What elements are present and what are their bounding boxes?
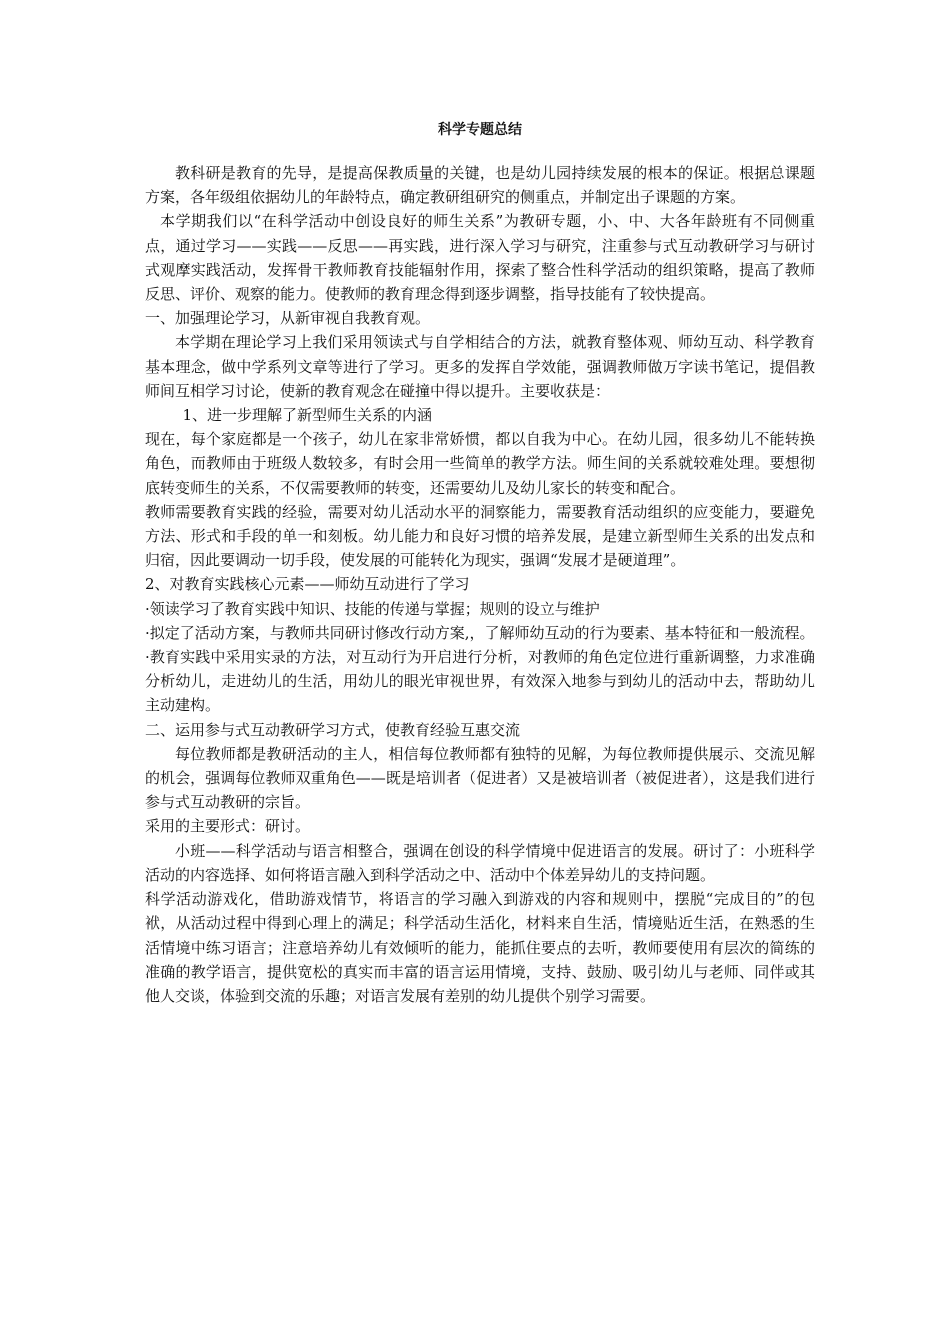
document-page [145, 118, 815, 1008]
paragraph-theory-study: 本学期在理论学习上我们采用领读式与自学相结合的方法，就教育整体观、师幼互动、科学教育基本理念，做中学系列文章等进行了学习。更多的发挥自学效能，强调教师做万字读书笔记，提倡教师间互相学习讨论，使新的教育观念在碰撞中得以提升。主要收获是： [145, 333, 815, 400]
bullet-item-3: ·教育实践中采用实录的方法，对互动行为开启进行分析，对教师的角色定位进行重新调整，力求准确分析幼儿，走进幼儿的生活，用幼儿的眼光审视世界，有效深入地参与到幼儿的活动中去，帮助幼儿主动建构。 [145, 648, 815, 715]
paragraph-main-form: 采用的主要形式：研讨。 [145, 817, 311, 836]
document-title: 科学专题总结 [438, 122, 522, 138]
paragraph-small-class: 小班——科学活动与语言相整合，强调在创设的科学情境中促进语言的发展。研讨了：小班科学活动的内容选择、如何将语言融入到科学活动之中、活动中个体差异幼儿的支持问题。 [145, 841, 815, 884]
subheading-1: 1、进一步理解了新型师生关系的内涵 [182, 406, 433, 425]
paragraph-gamification: 科学活动游戏化，借助游戏情节，将语言的学习融入到游戏的内容和规则中，摆脱“完成目的”的包袱，从活动过程中得到心理上的满足；科学活动生活化，材料来自生活，情境贴近生活，在熟悉的生活情境中练习语言；注意培养幼儿有效倾听的能力，能抓住要点的去听，教师要使用有层次的简练的准确的教学语言，提供宽松的真实而丰富的语言运用情境，支持、鼓励、吸引幼儿与老师、同伴或其他人交谈，体验到交流的乐趣；对语言发展有差别的幼儿提供个别学习需要。 [145, 890, 815, 1005]
section-heading-2: 二、运用参与式互动教研学习方式，使教育经验互惠交流 [145, 720, 521, 739]
paragraph-semester-topic: 本学期我们以“在科学活动中创设良好的师生关系”为教研专题，小、中、大各年龄班有不同侧重点，通过学习——实践——反思——再实践，进行深入学习与研究，注重参与式互动教研学习与研讨式观摩实践活动，发挥骨干教师教育技能辐射作用，探索了整合性科学活动的组织策略，提高了教师反思、评价、观察的能力。使教师的教育理念得到逐步调整，指导技能有了较快提高。 [145, 212, 815, 304]
paragraph-teacher-role: 每位教师都是教研活动的主人，相信每位教师都有独特的见解，为每位教师提供展示、交流见解的机会，强调每位教师双重角色——既是培训者（促进者）又是被培训者（被促进者），这是我们进行参与式互动教研的宗旨。 [145, 744, 815, 812]
paragraph-intro: 教科研是教育的先导，是提高保教质量的关键，也是幼儿园持续发展的根本的保证。根据总课题方案，各年级组依据幼儿的年龄特点，确定教研组研究的侧重点，并制定出子课题的方案。 [145, 164, 815, 207]
bullet-item-1: ·领读学习了教育实践中知识、技能的传递与掌握；规则的设立与维护 [145, 599, 600, 618]
paragraph-family-context: 现在，每个家庭都是一个孩子，幼儿在家非常娇惯，都以自我为中心。在幼儿园，很多幼儿不能转换角色，而教师由于班级人数较多，有时会用一些简单的教学方法。师生间的关系就较难处理。要想彻底转变师生的关系，不仅需要教师的转变，还需要幼儿及幼儿家长的转变和配合。 [145, 430, 815, 497]
bullet-item-2: ·拟定了活动方案，与教师共同研讨修改行动方案,，了解师幼互动的行为要素、基本特征和一般流程。 [145, 623, 815, 642]
subheading-2: 2、对教育实践核心元素——师幼互动进行了学习 [145, 575, 470, 594]
paragraph-teacher-experience: 教师需要教育实践的经验，需要对幼儿活动水平的洞察能力，需要教育活动组织的应变能力，要避免方法、形式和手段的单一和刻板。幼儿能力和良好习惯的培养发展，是建立新型师生关系的出发点和归宿，因此要调动一切手段，使发展的可能转化为现实，强调“发展才是硬道理”。 [145, 502, 815, 570]
section-heading-1: 一、加强理论学习，从新审视自我教育观。 [145, 309, 431, 328]
